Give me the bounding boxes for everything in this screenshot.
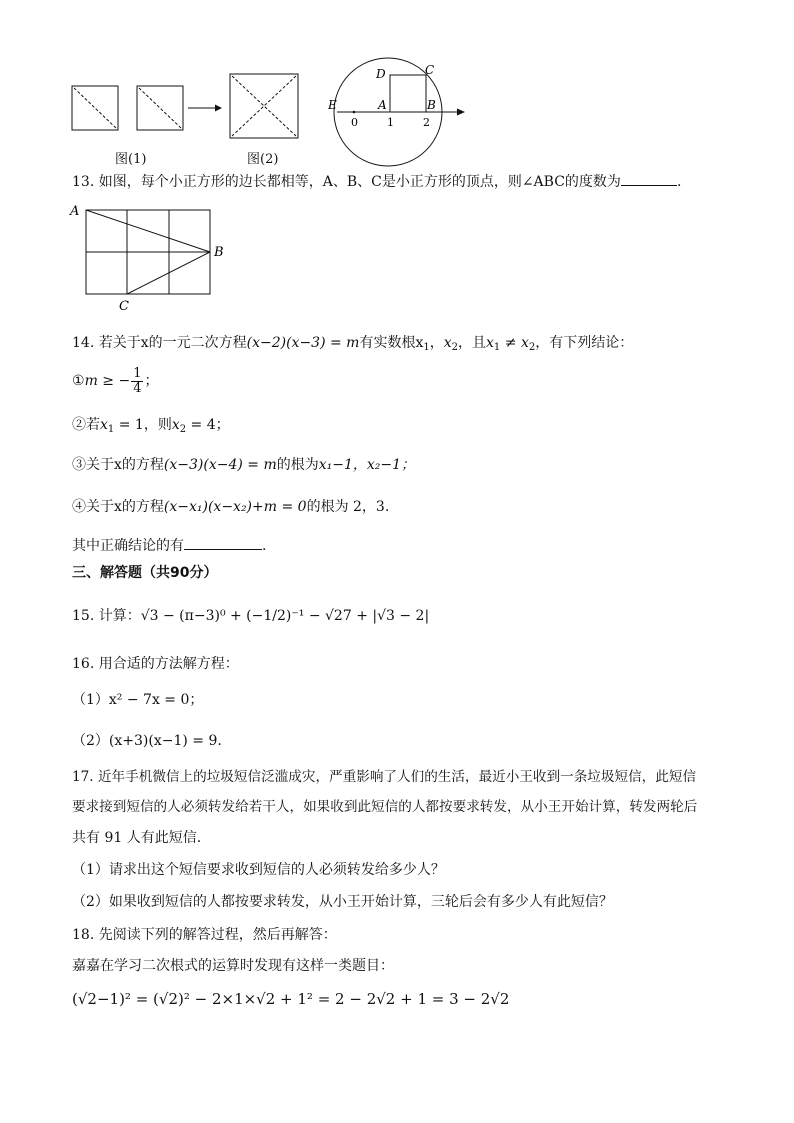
label-E: E	[328, 98, 337, 112]
q14-stem-text-b: 有实数根x	[359, 335, 424, 351]
point-zero	[353, 111, 356, 114]
q14-c1-prefix: ①	[72, 373, 85, 389]
q14-c4-equation: (x−x₁)(x−x₂)+m = 0	[163, 499, 307, 515]
figure-circle-numberline	[322, 56, 472, 168]
q16-label: 16. 用合适的方法解方程：	[72, 656, 239, 672]
tick-0: 0	[351, 116, 358, 129]
q17-line2: 要求接到短信的人必须转发给若干人，如果收到此短信的人都按要求转发，从小王开始计算，转发两轮后	[72, 799, 698, 815]
segment-AB	[86, 210, 210, 252]
label-C: C	[425, 63, 435, 77]
q14-c2-end: = 4；	[186, 417, 230, 433]
q15-label: 15. 计算：	[72, 608, 141, 624]
q14-c2-x1: x	[100, 417, 108, 433]
q16-part2: （2）(x+3)(x−1) = 9.	[72, 733, 222, 749]
q13-text-end: .	[676, 174, 682, 190]
q15	[72, 596, 429, 636]
fig1-caption: 图(1)	[115, 152, 147, 167]
q14-c2-mid: = 1，则	[114, 417, 172, 433]
q14-c2-prefix: ②若	[72, 417, 100, 433]
grid-label-A: A	[70, 204, 80, 219]
tick-2: 2	[423, 116, 430, 129]
q14-c4-text: ④关于x的方程	[72, 499, 164, 515]
dashed-diagonal-2	[139, 88, 181, 128]
q14-c1-denominator: 4	[133, 380, 142, 396]
q17-part2: （2）如果收到短信的人都按要求转发，从小王开始计算，三轮后会有多少人有此短信？	[72, 894, 613, 910]
arrow-head	[215, 105, 222, 112]
q14-answer-prompt: 其中正确结论的有	[72, 538, 184, 554]
tick-1: 1	[387, 116, 394, 129]
q18-line2: 嘉嘉在学习二次根式的运算时发现有这样一类题目：	[72, 958, 394, 974]
q14-answer-line	[72, 535, 266, 556]
q13-answer-blank[interactable]	[621, 171, 677, 186]
q14-c3-equation: (x−3)(x−4) = m	[163, 457, 277, 473]
label-A: A	[378, 98, 387, 112]
number-line-arrow	[457, 109, 465, 116]
q14-c4-mid: 的根为 2，3.	[306, 499, 390, 515]
q14-conclusion-4	[72, 497, 389, 517]
unit-square	[390, 75, 426, 112]
q14-c1-fraction	[131, 367, 143, 396]
q14-conclusion-3	[72, 455, 415, 475]
dashed-diagonal-1	[74, 88, 116, 128]
q14-c1-math: m ≥ −	[84, 373, 131, 389]
q14-c3-roots: x₁−1，x₂−1；	[318, 457, 416, 473]
figure-grid-abc	[66, 200, 236, 312]
section3-title: 三、解答题（共90分）	[72, 565, 218, 581]
q14-stem: 14. 若关于x的一元二次方程(x−2)(x−3) = m有实数根$x_1$，$x_2$，且$x_1 \ne x_2$，有下列结论：	[72, 335, 634, 353]
q17-line3: 共有 91 人有此短信.	[72, 830, 202, 846]
q14-conclusion-2: ②若$x_1 = 1$，则$x_2 = 4$；	[72, 417, 230, 435]
q14-answer-end: .	[262, 538, 267, 554]
fig2-caption: 图(2)	[247, 152, 279, 167]
q14-c1-end: ；	[144, 373, 159, 389]
dashed-diagonal-4	[232, 76, 296, 136]
q14-stem-text-c: ，且	[458, 335, 487, 351]
q18-expression: (√2−1)² = (√2)² − 2×1×√2 + 1² = 2 − 2√2 + 1 = 3 − 2√2	[72, 990, 510, 1008]
q13-text: 13. 如图，每个小正方形的边长都相等，A、B、C是小正方形的顶点，则∠ABC的度数为	[72, 174, 621, 190]
q17-line1: 17. 近年手机微信上的垃圾短信泛滥成灾，严重影响了人们的生活，最近小王收到一条垃圾短信，此短信	[72, 769, 697, 785]
q13-stem	[72, 171, 681, 192]
label-B: B	[427, 98, 436, 112]
q14-c1-numerator: 1	[133, 365, 142, 381]
q17-part1: （1）请求出这个短信要求收到短信的人必须转发给多少人？	[72, 862, 445, 878]
q14-equation: (x−2)(x−3) = m	[246, 335, 360, 351]
q14-conclusion-1	[72, 364, 158, 398]
q14-c3-mid: 的根为	[276, 457, 319, 473]
q14-answer-blank[interactable]	[184, 535, 262, 550]
q15-expression: √3 − (π−3)⁰ + (−1/2)⁻¹ − √27 + |√3 − 2|	[140, 608, 430, 624]
q16-part1: （1）x² − 7x = 0；	[72, 692, 204, 708]
label-D: D	[376, 67, 386, 81]
q14-stem-text-d: ，有下列结论：	[535, 335, 634, 351]
q14-c3-text: ③关于x的方程	[72, 457, 164, 473]
grid-label-B: B	[214, 245, 224, 260]
grid-label-C: C	[119, 299, 129, 312]
q18-line1: 18. 先阅读下列的解答过程，然后再解答：	[72, 927, 337, 943]
q14-stem-text-a: 14. 若关于x的一元二次方程	[72, 335, 247, 351]
dashed-diagonal-3	[232, 76, 296, 136]
